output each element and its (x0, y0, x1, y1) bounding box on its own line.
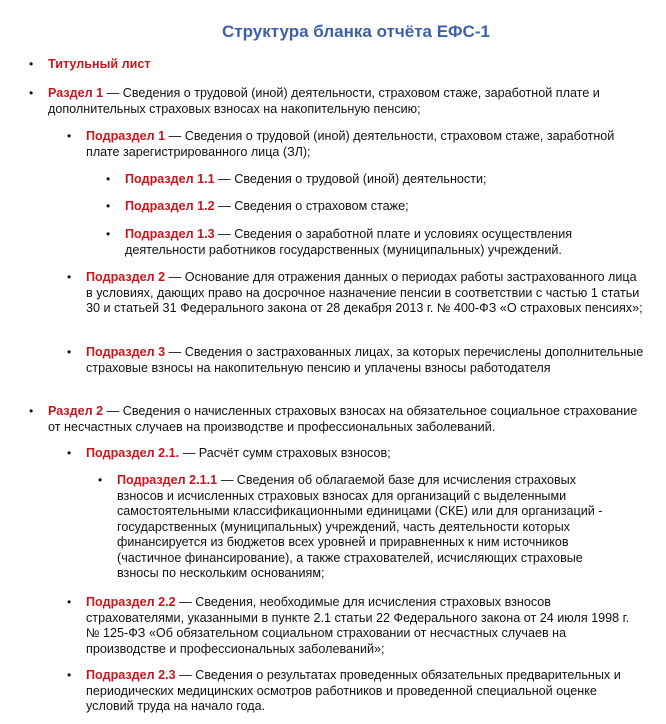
list-item-subsection-2-1-1 (98, 473, 617, 582)
item-text: — Сведения, необходимые для исчисления страховых взносов страхователями, указанными в пункте 2.1 статьи 22 Федерального закона от 24 июля 1998 г. № 125-ФЗ «Об обязательном социальном страховании от несчастных случаев на производстве и профессиональных заболеваний»; (86, 595, 630, 656)
bullet: • (67, 129, 72, 143)
bullet: • (67, 270, 72, 284)
list-item-subsection-2-2 (67, 595, 646, 657)
list-item-subsection-2-1 (67, 446, 646, 462)
list-item-section-2 (29, 404, 644, 435)
item-label: Подраздел 2.1.1 (117, 473, 218, 487)
item-label: Титульный лист (48, 57, 151, 71)
list-item-subsection-1-1 (106, 172, 610, 188)
list-item-subsection-2 (67, 270, 646, 317)
item-text: — Сведения о трудовой (иной) деятельности; (214, 172, 487, 186)
page-title: Структура бланка отчёта ЕФС-1 (222, 22, 490, 41)
item-text: — Сведения о начисленных страховых взносах на обязательное социальное страхование от несчастных случаев на производстве и профессиональных заболеваний. (48, 404, 638, 434)
list-item-subsection-3 (67, 345, 646, 376)
item-label: Подраздел 2 (86, 270, 166, 284)
bullet: • (67, 446, 72, 460)
item-text: — Сведения о застрахованных лицах, за которых перечислены дополнительные страховые взносы на накопительную пенсию и уплачены взносы работодателя (86, 345, 644, 375)
bullet: • (29, 404, 34, 418)
bullet: • (106, 172, 111, 186)
item-text: — Сведения о заработной плате и условиях осуществления деятельности работников государственных (муниципальных) учреждений. (125, 227, 573, 257)
item-label: Подраздел 1.2 (125, 199, 215, 213)
item-text: — Сведения о страховом стаже; (214, 199, 409, 213)
item-text: — Сведения о результатах проведенных обязательных предварительных и периодических медицинских осмотров работников и проведенной специальной оценке условий труда на начало года. (86, 668, 621, 713)
list-item-subsection-2-3 (67, 668, 646, 715)
item-label: Подраздел 2.1. (86, 446, 180, 460)
item-text: — Сведения о трудовой (иной) деятельности, страховом стаже, заработной плате и дополнительных страховых взносах на накопительную пенсию; (48, 86, 600, 116)
list-item-subsection-1-3 (106, 227, 610, 258)
bullet: • (67, 345, 72, 359)
bullet: • (98, 473, 103, 487)
item-label: Подраздел 1.1 (125, 172, 215, 186)
item-text: — Сведения об облагаемой базе для исчисления страховых взносов и исчисленных страховых взносах для организаций с выделенными самостоятельными классификационными единицами (СКЕ) или для организаций - государственных (муниципальных) учреждений, часть деятельности которых финансируется из бюджетов всех уровней и приравненных к ним источников (частичное финансирование), а также страхователей, исчисляющих страховые взносы по нескольким основаниям; (117, 473, 603, 580)
item-label: Подраздел 1.3 (125, 227, 215, 241)
list-item-section-1 (29, 86, 644, 117)
list-item-subsection-1 (67, 129, 646, 160)
bullet: • (67, 668, 72, 682)
item-text: — Основание для отражения данных о периодах работы застрахованного лица в условиях, дающих право на досрочное назначение пенсии в соответствии с частью 1 статьи 30 и статьей 31 Федерального закона от 28 декабря 2013 г. № 400-ФЗ «О страховых пенсиях»; (86, 270, 643, 315)
bullet: • (106, 227, 111, 241)
bullet: • (29, 86, 34, 100)
item-text: — Сведения о трудовой (иной) деятельности, страховом стаже, заработной плате зарегистрированного лица (ЗЛ); (86, 129, 615, 159)
bullet: • (29, 57, 34, 71)
list-item-subsection-1-2 (106, 199, 610, 215)
item-label: Подраздел 1 (86, 129, 166, 143)
item-label: Раздел 1 (48, 86, 104, 100)
list-item-title-page (29, 57, 644, 73)
item-label: Подраздел 2.3 (86, 668, 176, 682)
item-label: Подраздел 2.2 (86, 595, 176, 609)
item-label: Подраздел 3 (86, 345, 166, 359)
item-text: — Расчёт сумм страховых взносов; (179, 446, 391, 460)
bullet: • (106, 199, 111, 213)
bullet: • (67, 595, 72, 609)
item-label: Раздел 2 (48, 404, 104, 418)
